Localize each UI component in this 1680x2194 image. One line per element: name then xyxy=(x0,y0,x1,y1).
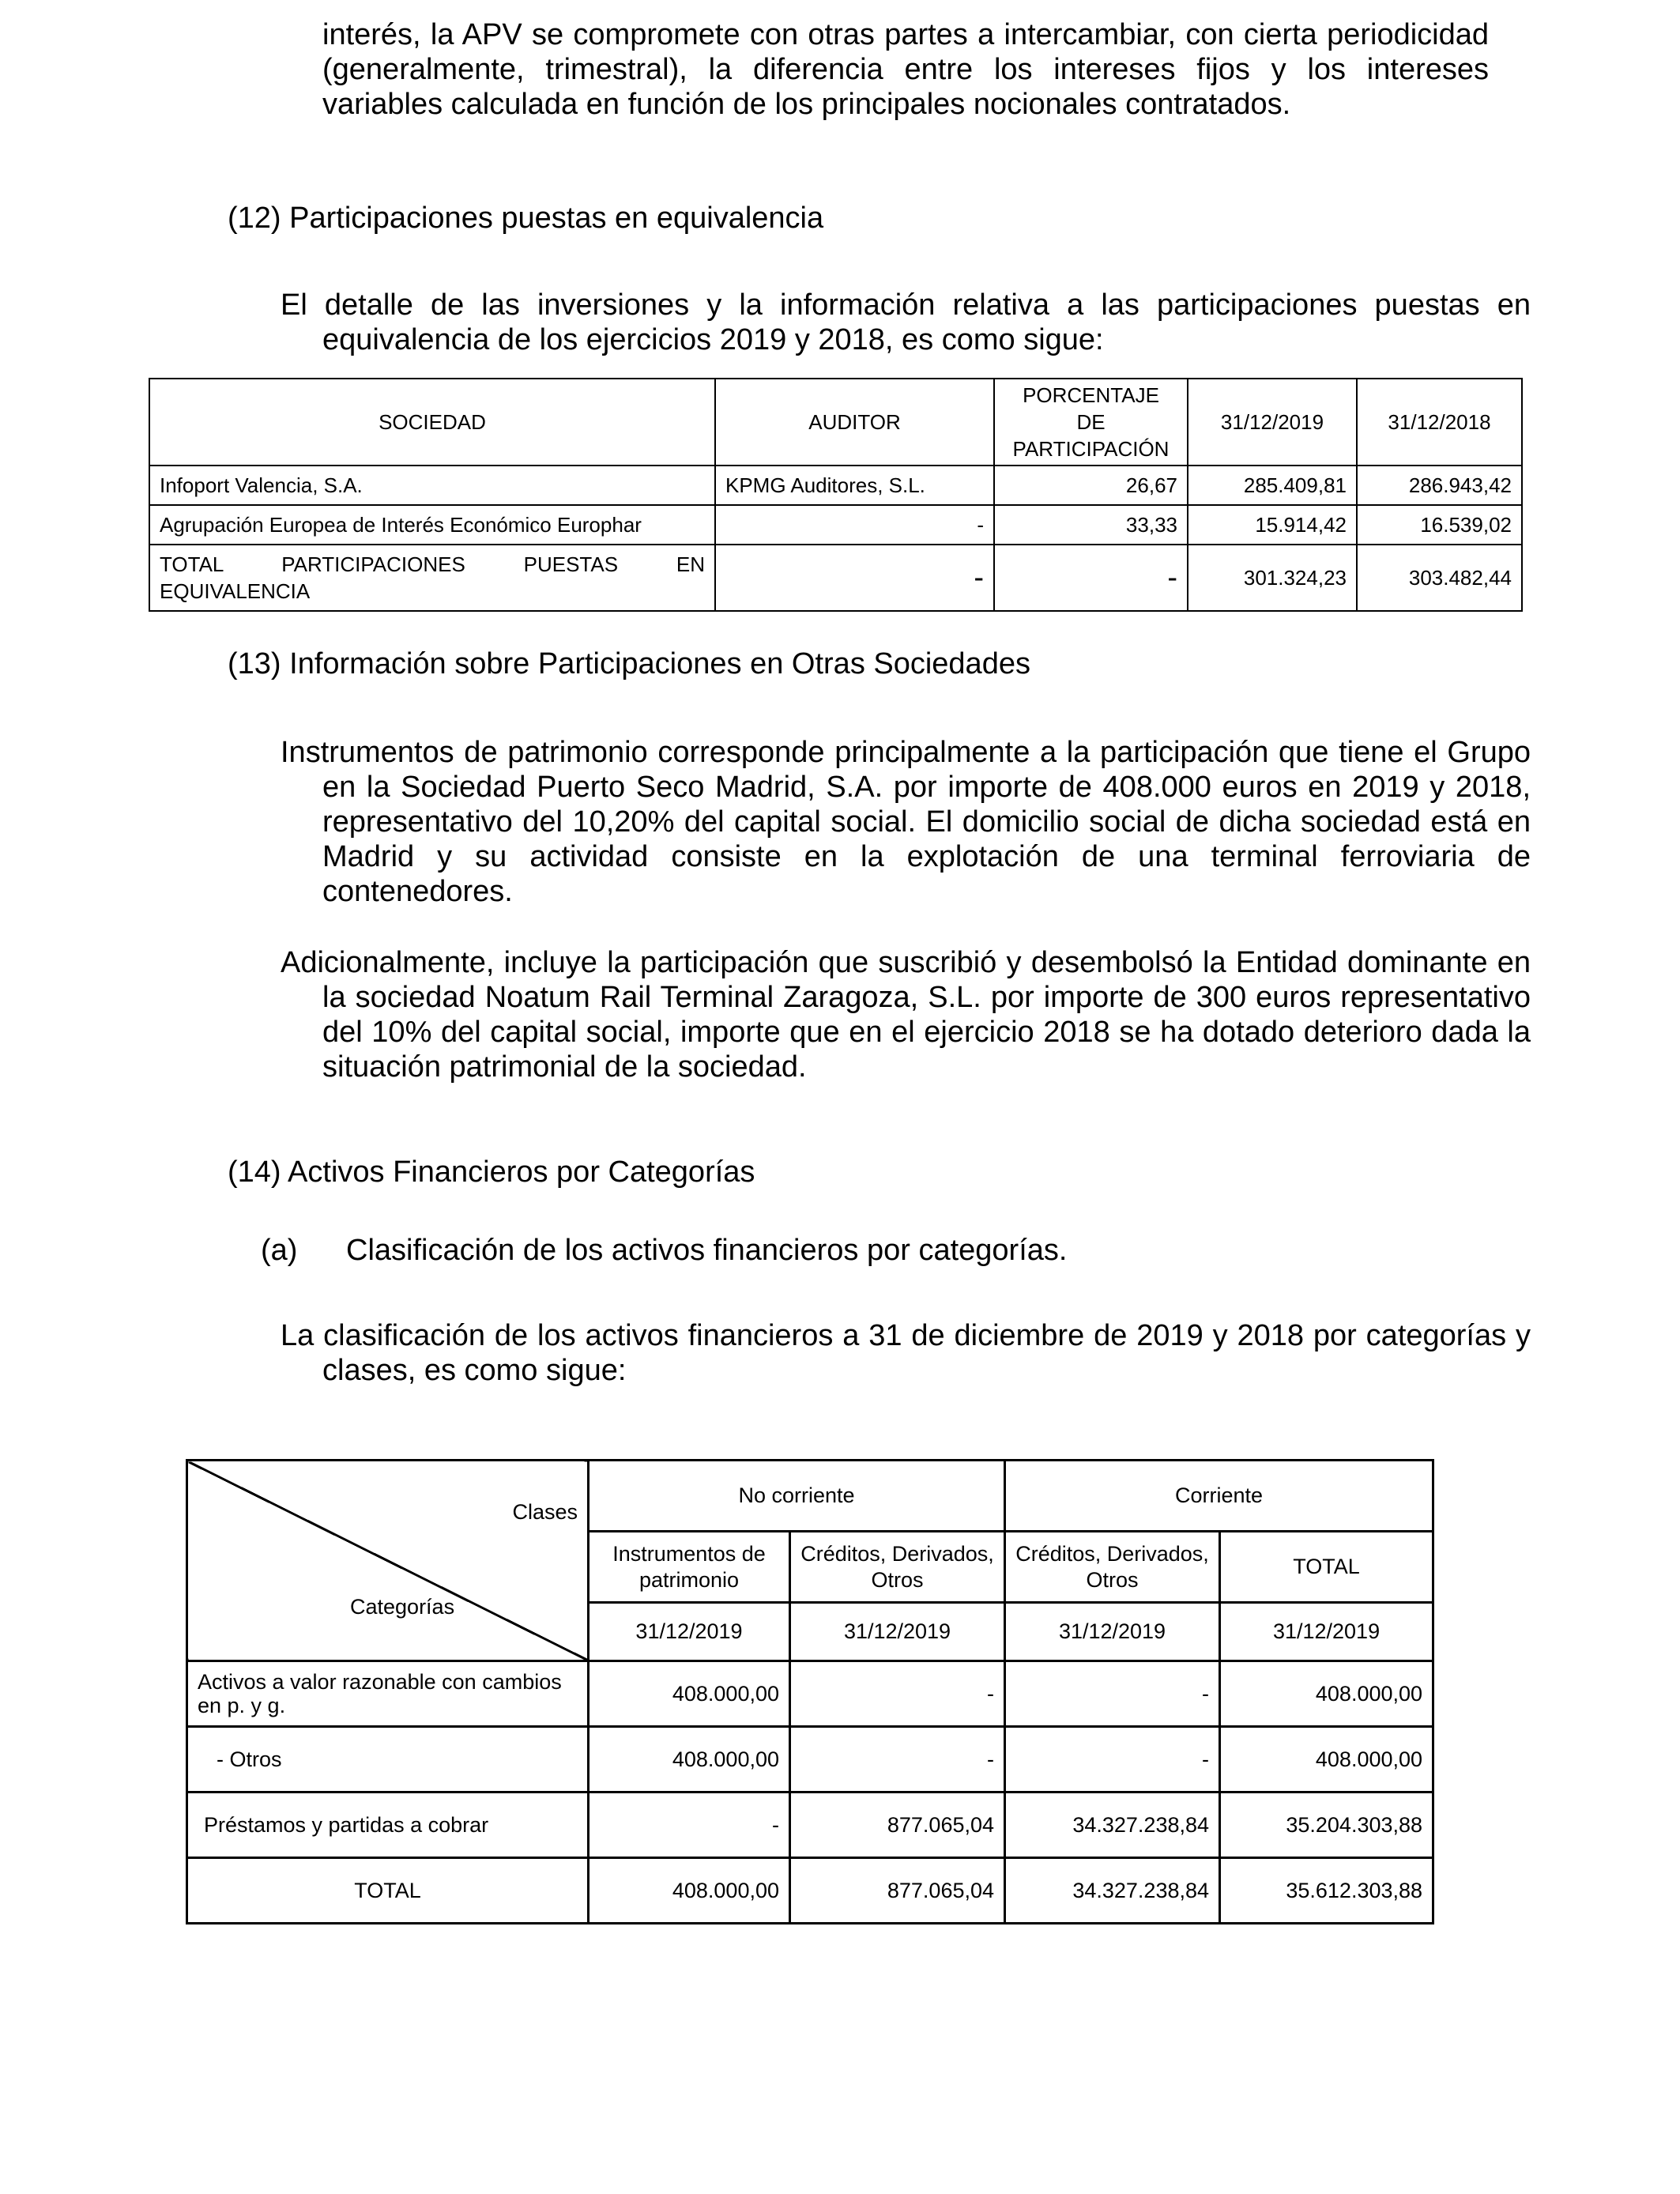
cell-sociedad: Agrupación Europea de Interés Económico Europhar xyxy=(149,505,715,545)
row-label: Préstamos y partidas a cobrar xyxy=(187,1793,589,1858)
section-14-paragraph: La clasificación de los activos financieros a 31 de diciembre de 2019 y 2018 por categorías y clases, es como sigue: xyxy=(281,1319,1531,1387)
section-12-paragraph: El detalle de las inversiones y la información relativa a las participaciones puestas en equivalencia de los ejercicios 2019 y 2018, es como sigue: xyxy=(281,288,1531,356)
cell-auditor: KPMG Auditores, S.L. xyxy=(715,466,994,505)
participaciones-table xyxy=(149,378,1523,612)
section-14-sub-heading: Clasificación de los activos financieros por categorías. xyxy=(346,1234,1068,1267)
cell-value: - xyxy=(1005,1727,1220,1793)
date-header: 31/12/2019 xyxy=(1220,1603,1433,1661)
table-row xyxy=(149,466,1522,505)
date-header: 31/12/2019 xyxy=(589,1603,790,1661)
total-label-line1: TOTAL PARTICIPACIONES PUESTAS EN xyxy=(160,552,705,576)
cell-value: 35.204.303,88 xyxy=(1220,1793,1433,1858)
cell-value: 35.612.303,88 xyxy=(1220,1858,1433,1924)
date-header: 31/12/2019 xyxy=(790,1603,1005,1661)
cell-value: - xyxy=(790,1661,1005,1727)
cell-value: 34.327.238,84 xyxy=(1005,1858,1220,1924)
total-label xyxy=(149,545,715,611)
table-header-row xyxy=(149,379,1522,466)
table-row xyxy=(149,505,1522,545)
row-label: TOTAL xyxy=(187,1858,589,1924)
cell-value: 408.000,00 xyxy=(589,1858,790,1924)
section-13-paragraph-1: Instrumentos de patrimonio corresponde principalmente a la participación que tiene el Grupo en la Sociedad Puerto Seco Madrid, S.A. por importe de 408.000 euros en 2019 y 2018, representativo del 10,20% del capital social. El domicilio social de dicha sociedad está en Madrid y su actividad consiste en la explotación de una terminal ferroviaria de contenedores. xyxy=(281,736,1531,908)
total-label-line2: EQUIVALENCIA xyxy=(160,579,311,603)
total-row xyxy=(187,1858,1433,1924)
cell-2018: 286.943,42 xyxy=(1357,466,1522,505)
cell-value: 408.000,00 xyxy=(1220,1727,1433,1793)
cell-2018: 16.539,02 xyxy=(1357,505,1522,545)
table-row xyxy=(187,1661,1433,1727)
corner-header-cell xyxy=(187,1461,589,1661)
cell-2019: 15.914,42 xyxy=(1188,505,1357,545)
cell-auditor: - xyxy=(715,505,994,545)
col-header-instrumentos: Instrumentos de patrimonio xyxy=(589,1532,790,1603)
section-13-heading: (13) Información sobre Participaciones en Otras Sociedades xyxy=(228,647,1030,680)
group-no-corriente: No corriente xyxy=(589,1461,1005,1532)
header-porcentaje: PORCENTAJE DE PARTICIPACIÓN xyxy=(994,379,1188,466)
cell-value: - xyxy=(790,1727,1005,1793)
col-header-creditos-nc: Créditos, Derivados, Otros xyxy=(790,1532,1005,1603)
table-row xyxy=(187,1727,1433,1793)
corner-clases-label: Clases xyxy=(512,1500,578,1524)
cell-2019: 285.409,81 xyxy=(1188,466,1357,505)
cell-value: - xyxy=(1005,1661,1220,1727)
section-14-heading: (14) Activos Financieros por Categorías xyxy=(228,1155,755,1189)
activos-financieros-table xyxy=(186,1459,1434,1924)
section-14-sub-marker: (a) xyxy=(261,1234,298,1267)
cell-sociedad: Infoport Valencia, S.A. xyxy=(149,466,715,505)
row-label: - Otros xyxy=(187,1727,589,1793)
cell-value: 34.327.238,84 xyxy=(1005,1793,1220,1858)
section-12-heading: (12) Participaciones puestas en equivalencia xyxy=(228,202,824,235)
header-2019: 31/12/2019 xyxy=(1188,379,1357,466)
total-row xyxy=(149,545,1522,611)
section-13-paragraph-2: Adicionalmente, incluye la participación que suscribió y desembolsó la Entidad dominante en la sociedad Noatum Rail Terminal Zaragoza, S.L. por importe de 300 euros representativo del 10% del capital social, importe que en el ejercicio 2018 se ha dotado deterioro dada la situación patrimonial de la sociedad. xyxy=(281,946,1531,1084)
total-2018: 303.482,44 xyxy=(1357,545,1522,611)
row-label: Activos a valor razonable con cambios en p. y g. xyxy=(187,1661,589,1727)
cell-value: - xyxy=(589,1793,790,1858)
date-header: 31/12/2019 xyxy=(1005,1603,1220,1661)
cell-value: 877.065,04 xyxy=(790,1793,1005,1858)
col-header-total: TOTAL xyxy=(1220,1532,1433,1603)
table-row xyxy=(187,1793,1433,1858)
header-2018: 31/12/2018 xyxy=(1357,379,1522,466)
cell-value: 877.065,04 xyxy=(790,1858,1005,1924)
cell-value: 408.000,00 xyxy=(589,1727,790,1793)
cell-value: 408.000,00 xyxy=(589,1661,790,1727)
total-porcentaje: - xyxy=(994,545,1188,611)
cell-porcentaje: 26,67 xyxy=(994,466,1188,505)
group-header-row xyxy=(187,1461,1433,1532)
cell-value: 408.000,00 xyxy=(1220,1661,1433,1727)
cell-porcentaje: 33,33 xyxy=(994,505,1188,545)
header-sociedad: SOCIEDAD xyxy=(149,379,715,466)
intro-paragraph: interés, la APV se compromete con otras partes a intercambiar, con cierta periodicidad (generalmente, trimestral), la diferencia entre los intereses fijos y los intereses variables calculada en función de los principales nocionales contratados. xyxy=(322,18,1489,121)
group-corriente: Corriente xyxy=(1005,1461,1433,1532)
col-header-creditos-c: Créditos, Derivados, Otros xyxy=(1005,1532,1220,1603)
corner-categorias-label: Categorías xyxy=(350,1595,455,1619)
total-2019: 301.324,23 xyxy=(1188,545,1357,611)
total-auditor: - xyxy=(715,545,994,611)
header-auditor: AUDITOR xyxy=(715,379,994,466)
